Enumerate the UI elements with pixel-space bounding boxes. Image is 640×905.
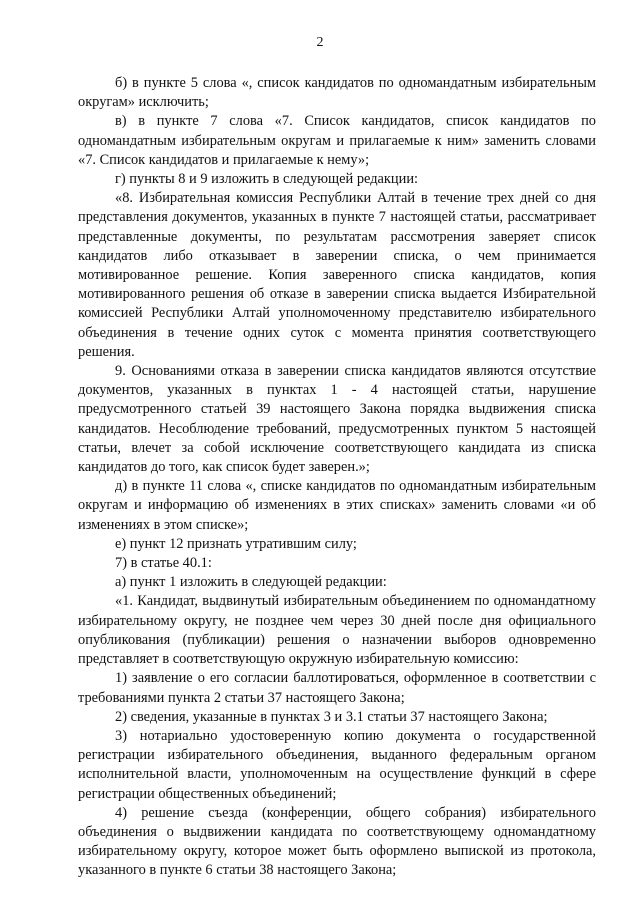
paragraph-a-item-1: а) пункт 1 изложить в следующей редакции: bbox=[115, 574, 387, 591]
paragraph-subitem-2: 2) сведения, указанные в пунктах 3 и 3.1 статьи 37 настоящего Закона; bbox=[115, 708, 548, 725]
paragraph-subitem-4: 4) решение съезда (конференции, общего собрания) избирательного объединения о выдвижении кандидата по соответствующему одномандатному избирательному округу, которое может быть оформлено выпиской из протокола, указанного в пункте 6 статьи 38 настоящего Закона; bbox=[78, 804, 596, 879]
paragraph-e-item-12: е) пункт 12 признать утратившим силу; bbox=[115, 535, 357, 552]
paragraph-article-40-1: 7) в статье 40.1: bbox=[115, 555, 212, 572]
paragraph-b-item-5: б) в пункте 5 слова «, список кандидатов по одномандатным избирательным округам» исключить; bbox=[78, 75, 596, 111]
paragraph-g-items-8-9: г) пункты 8 и 9 изложить в следующей редакции: bbox=[115, 171, 419, 188]
paragraph-clause-8: «8. Избирательная комиссия Республики Алтай в течение трех дней со дня представления документов, указанных в пункте 7 настоящей статьи, рассматривает представленные документы, по результатам рассмотрения заверяет список кандидатов либо отказывает в заверении списка, о чем принимается мотивированное решение. Копия заверенного списка кандидатов, копия мотивированного решения об отказе в заверении списка выдается Избирательной комиссией Республики Алтай уполномоченному представителю избирательного объединения в течение одних суток с момента принятия соответствующего решения. bbox=[78, 190, 596, 360]
paragraph-clause-1: «1. Кандидат, выдвинутый избирательным объединением по одномандатному избирательному округу, не позднее чем через 30 дней после дня официального опубликования (публикации) решения о назначении выборов одновременно представляет в соответствующую окружную избирательную комиссию: bbox=[78, 593, 596, 668]
page-number: 2 bbox=[316, 35, 324, 50]
paragraph-v-item-7: в) в пункте 7 слова «7. Список кандидатов, список кандидатов по одномандатным избирательным округам и прилагаемые к ним» заменить словами «7. Список кандидатов и прилагаемые к нему»; bbox=[78, 113, 596, 168]
paragraph-d-item-11: д) в пункте 11 слова «, списке кандидатов по одномандатным избирательным округам и информацию об изменениях в этих списках» заменить словами «и об изменениях в этом списке»; bbox=[78, 478, 596, 533]
paragraph-clause-9: 9. Основаниями отказа в заверении списка кандидатов являются отсутствие документов, указанных в пунктах 1 - 4 настоящей статьи, нарушение предусмотренного статьей 39 настоящего Закона порядка выдвижения списка кандидатов. Несоблюдение требований, предусмотренных пунктом 5 настоящей статьи, влечет за собой исключение соответствующего кандидата из списка кандидатов до того, как список будет заверен.»; bbox=[78, 363, 596, 476]
document-body bbox=[78, 74, 596, 881]
paragraph-subitem-3: 3) нотариально удостоверенную копию документа о государственной регистрации избирательного объединения, выданного федеральным органом исполнительной власти, уполномоченным на осуществление функций в сфере регистрации общественных объединений; bbox=[78, 727, 596, 802]
paragraph-subitem-1: 1) заявление о его согласии баллотироваться, оформленное в соответствии с требованиями пункта 2 статьи 37 настоящего Закона; bbox=[78, 670, 596, 706]
